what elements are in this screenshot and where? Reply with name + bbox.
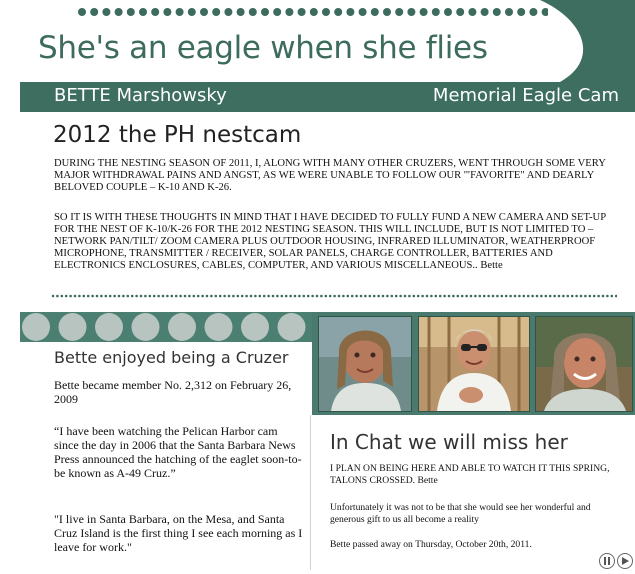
circle-decoration-band — [20, 312, 312, 342]
membership-text: Bette became member No. 2,312 on February 26, 2009 — [54, 378, 292, 406]
divider-dot — [342, 295, 345, 298]
divider-dot — [298, 8, 306, 16]
decor-circle — [241, 313, 269, 341]
divider-dot — [316, 295, 319, 298]
divider-dot — [448, 295, 451, 298]
divider-dot — [580, 295, 583, 298]
divider-dot — [439, 295, 442, 298]
divider-dot — [540, 295, 543, 298]
divider-dot — [307, 295, 310, 298]
divider-dot — [261, 8, 269, 16]
divider-dot — [407, 8, 415, 16]
divider-dot — [298, 295, 301, 298]
honoree-name: BETTE Marshowsky — [54, 85, 227, 106]
divider-dot — [606, 295, 609, 298]
divider-dot — [219, 295, 222, 298]
divider-dot — [553, 295, 556, 298]
divider-dot — [527, 295, 530, 298]
divider-dot — [514, 295, 517, 298]
divider-dot — [254, 295, 257, 298]
divider-dot — [597, 295, 600, 298]
divider-dot — [237, 8, 245, 16]
divider-dot — [201, 295, 204, 298]
divider-dot — [228, 295, 231, 298]
quote-text: “I have been watching the Pelican Harbor cam since the day in 2006 that the Santa Barbara News Press announced the hatching of the eaglet soon-to-be known as A-49 Cruz.” — [54, 424, 302, 480]
pause-icon[interactable] — [599, 553, 615, 569]
divider-dot — [426, 295, 429, 298]
divider-dot — [127, 8, 135, 16]
divider-dot — [501, 295, 504, 298]
photo-bette-3 — [535, 316, 633, 412]
divider-dot — [386, 295, 389, 298]
divider-dot — [131, 295, 134, 298]
divider-dot — [329, 295, 332, 298]
divider-dot — [102, 8, 110, 16]
divider-dot — [223, 295, 226, 298]
divider-dot — [351, 295, 354, 298]
divider-dot — [272, 295, 275, 298]
divider-dot — [487, 295, 490, 298]
divider-dot — [215, 295, 218, 298]
divider-dot — [249, 8, 257, 16]
divider-dot — [171, 295, 174, 298]
memorial-title: Memorial Eagle Cam — [432, 85, 619, 106]
divider-dot — [549, 295, 552, 298]
divider-dot — [382, 295, 385, 298]
divider-dot — [611, 295, 614, 298]
divider-dot — [517, 8, 525, 16]
divider-dot — [91, 295, 94, 298]
divider-dot — [166, 295, 169, 298]
divider-dot — [496, 295, 499, 298]
divider-dot — [615, 295, 617, 298]
decor-circle — [278, 313, 306, 341]
quote-text: "I live in Santa Barbara, on the Mesa, and Santa Cruz Island is the first thing I see each morning as I leave for work." — [54, 512, 303, 554]
divider-dot — [465, 295, 468, 298]
divider-dot — [61, 295, 64, 298]
divider-dot — [285, 295, 288, 298]
divider-dot — [289, 295, 292, 298]
divider-dot — [259, 295, 262, 298]
plan-text: I PLAN ON BEING HERE AND ABLE TO WATCH IT THIS SPRING, TALONS CROSSED. Bette — [330, 463, 610, 486]
divider-dot — [545, 295, 548, 298]
page-tagline: She's an eagle when she flies — [38, 30, 488, 66]
divider-dot — [435, 295, 438, 298]
divider-dot — [338, 295, 341, 298]
divider-dot — [531, 295, 534, 298]
divider-dot — [325, 295, 328, 298]
divider-dot — [90, 8, 98, 16]
divider-dot — [193, 295, 196, 298]
divider-dot — [373, 295, 376, 298]
divider-dot — [74, 295, 77, 298]
divider-dot — [430, 295, 433, 298]
divider-dot — [395, 8, 403, 16]
divider-dot — [294, 295, 297, 298]
divider-dot — [197, 295, 200, 298]
article-paragraph: SO IT IS WITH THESE THOUGHTS IN MIND THAT I HAVE DECIDED TO FULLY FUND A NEW CAMERA AND SET-UP FOR THE NEST OF K-10/K-26 FOR THE 2012 NESTING SEASON. THIS WILL INCLUDE, BUT IS NOT LIMITED TO – NETWORK PAN/TILT/ ZOOM CAMERA PLUS OUTDOOR HOUSING, INFRARED ILLUMINATOR, WEATHERPROOF MICROPHONE, TRANSMITTER / RECEIVER, SOLAR PANELS, CHARGE CONTROLLER, BATTERIES AND ELECTRONICS ENCLOSURES, CABLES, COMPUTER, AND VARIOUS MISCELLANEOUS.. Bette — [54, 212, 606, 271]
column-divider — [310, 415, 311, 570]
divider-dot — [432, 8, 440, 16]
divider-dot — [404, 295, 407, 298]
divider-dot — [571, 295, 574, 298]
divider-dot — [87, 295, 90, 298]
divider-dot — [602, 295, 605, 298]
divider-dot — [529, 8, 537, 16]
divider-dot — [200, 8, 208, 16]
divider-dot — [364, 295, 367, 298]
divider-dot — [505, 295, 508, 298]
divider-dot — [483, 295, 486, 298]
divider-dot — [245, 295, 248, 298]
divider-dot — [322, 8, 330, 16]
divider-dot — [96, 295, 99, 298]
divider-dot — [452, 295, 455, 298]
divider-dot — [523, 295, 526, 298]
divider-dot — [105, 295, 108, 298]
divider-dot — [118, 295, 121, 298]
divider-dot — [334, 8, 342, 16]
divider-dot — [395, 295, 398, 298]
divider-dot — [109, 295, 112, 298]
divider-dot — [100, 295, 103, 298]
divider-dot — [163, 8, 171, 16]
divider-dot — [399, 295, 402, 298]
mid-dotted-divider — [52, 294, 617, 298]
divider-dot — [276, 295, 279, 298]
divider-dot — [444, 8, 452, 16]
divider-dot — [589, 295, 592, 298]
divider-dot — [413, 295, 416, 298]
divider-dot — [184, 295, 187, 298]
divider-dot — [175, 295, 178, 298]
name-bar — [20, 82, 635, 112]
divider-dot — [188, 8, 196, 16]
divider-dot — [420, 8, 428, 16]
divider-dot — [383, 8, 391, 16]
divider-dot — [347, 295, 350, 298]
divider-dot — [479, 295, 482, 298]
decor-circle — [95, 313, 123, 341]
divider-dot — [536, 295, 539, 298]
cruzer-heading: Bette enjoyed being a Cruzer — [54, 348, 289, 367]
divider-dot — [140, 295, 143, 298]
divider-dot — [263, 295, 266, 298]
divider-dot — [153, 295, 156, 298]
divider-dot — [346, 8, 354, 16]
divider-dot — [492, 295, 495, 298]
divider-dot — [369, 295, 372, 298]
divider-dot — [355, 295, 358, 298]
play-icon[interactable] — [617, 553, 633, 569]
divider-dot — [115, 8, 123, 16]
divider-dot — [468, 8, 476, 16]
divider-dot — [135, 295, 138, 298]
chat-heading: In Chat we will miss her — [330, 430, 568, 454]
divider-dot — [65, 295, 68, 298]
divider-dot — [151, 8, 159, 16]
divider-dot — [562, 295, 565, 298]
divider-dot — [509, 295, 512, 298]
divider-dot — [391, 295, 394, 298]
divider-dot — [285, 8, 293, 16]
divider-dot — [558, 295, 561, 298]
divider-dot — [127, 295, 130, 298]
divider-dot — [310, 8, 318, 16]
decor-circle — [168, 313, 196, 341]
divider-dot — [281, 295, 284, 298]
divider-dot — [162, 295, 165, 298]
divider-dot — [443, 295, 446, 298]
divider-dot — [311, 295, 314, 298]
divider-dot — [493, 8, 501, 16]
divider-dot — [303, 295, 306, 298]
top-dotted-divider — [78, 6, 548, 18]
decor-circle — [22, 313, 50, 341]
divider-dot — [518, 295, 521, 298]
divider-dot — [122, 295, 125, 298]
divider-dot — [149, 295, 152, 298]
divider-dot — [470, 295, 473, 298]
divider-dot — [113, 295, 116, 298]
divider-dot — [421, 295, 424, 298]
photo-bette-2 — [418, 316, 530, 412]
divider-dot — [250, 295, 253, 298]
decor-circle — [59, 313, 87, 341]
divider-dot — [206, 295, 209, 298]
photo-bette-1 — [318, 316, 412, 412]
article-title: 2012 the PH nestcam — [53, 122, 302, 148]
divider-dot — [474, 295, 477, 298]
divider-dot — [542, 8, 548, 16]
divider-dot — [179, 295, 182, 298]
gift-text: Unfortunately it was not to be that she would see her wonderful and generous gift to us all become a reality — [330, 502, 591, 525]
divider-dot — [139, 8, 147, 16]
divider-dot — [461, 295, 464, 298]
divider-dot — [188, 295, 191, 298]
divider-dot — [78, 295, 81, 298]
divider-dot — [320, 295, 323, 298]
divider-dot — [224, 8, 232, 16]
divider-dot — [505, 8, 513, 16]
slideshow-controls — [597, 553, 633, 574]
divider-dot — [417, 295, 420, 298]
divider-dot — [456, 8, 464, 16]
divider-dot — [56, 295, 59, 298]
divider-dot — [371, 8, 379, 16]
divider-dot — [481, 8, 489, 16]
divider-dot — [593, 295, 596, 298]
divider-dot — [78, 8, 86, 16]
divider-dot — [360, 295, 363, 298]
divider-dot — [567, 295, 570, 298]
decor-circle — [205, 313, 233, 341]
passing-text: Bette passed away on Thursday, October 20th, 2011. — [330, 539, 532, 550]
divider-dot — [377, 295, 380, 298]
divider-dot — [232, 295, 235, 298]
divider-dot — [210, 295, 213, 298]
divider-dot — [237, 295, 240, 298]
divider-dot — [157, 295, 160, 298]
divider-dot — [69, 295, 72, 298]
divider-dot — [408, 295, 411, 298]
divider-dot — [52, 295, 54, 298]
divider-dot — [333, 295, 336, 298]
article-paragraph: DURING THE NESTING SEASON OF 2011, I, ALONG WITH MANY OTHER CRUZERS, WENT THROUGH SOME VERY MAJOR WITHDRAWAL PAINS AND ANGST, AS WE WERE UNABLE TO FOLLOW OUR '"FAVORITE" AND DEARLY BELOVED COUPLE – K-10 AND K-26. — [54, 158, 606, 193]
decor-circle — [132, 313, 160, 341]
divider-dot — [212, 8, 220, 16]
divider-dot — [359, 8, 367, 16]
divider-dot — [83, 295, 86, 298]
divider-dot — [267, 295, 270, 298]
divider-dot — [584, 295, 587, 298]
divider-dot — [575, 295, 578, 298]
divider-dot — [241, 295, 244, 298]
divider-dot — [144, 295, 147, 298]
divider-dot — [457, 295, 460, 298]
divider-dot — [273, 8, 281, 16]
divider-dot — [176, 8, 184, 16]
